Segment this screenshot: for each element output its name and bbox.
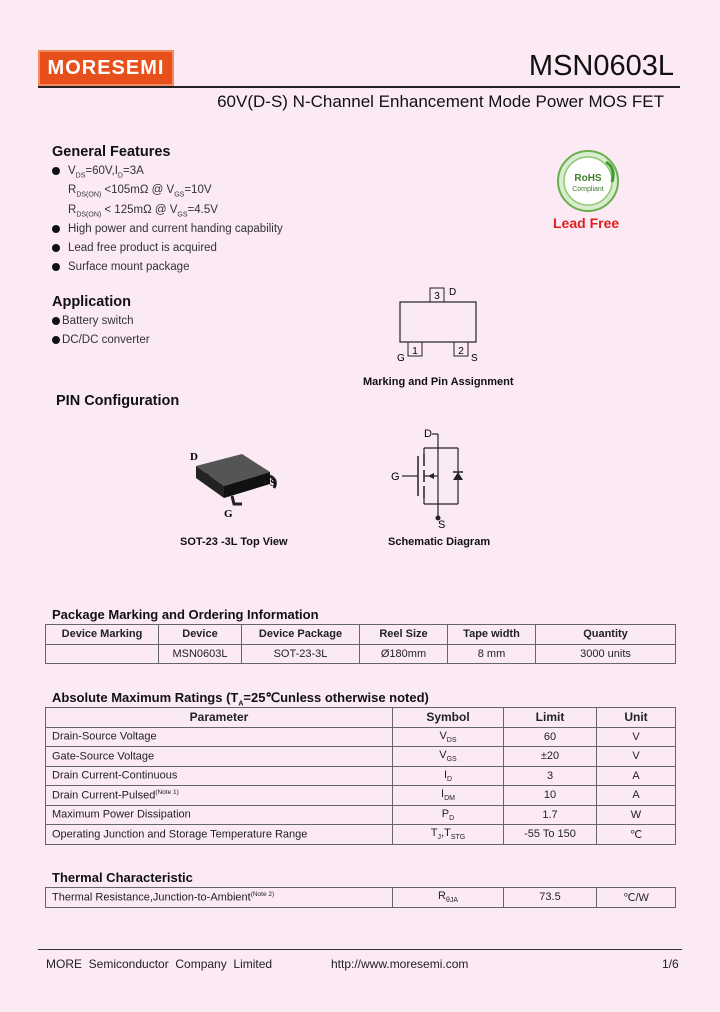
table-cell: 8 mm — [448, 644, 536, 664]
pin3-label: D — [449, 287, 457, 298]
table-cell: $V_{DS}$ — [393, 727, 504, 747]
table-cell: Ø180mm — [360, 644, 448, 664]
general-features-heading: General Features — [52, 144, 171, 160]
pin3-number: 3 — [434, 291, 440, 302]
rohs-badge-icon — [546, 148, 630, 214]
table-cell: Operating Junction and Storage Temperature Range — [46, 825, 393, 845]
table-cell: Maximum Power Dissipation — [46, 805, 393, 825]
part-number: MSN0603L — [528, 50, 674, 82]
table-cell: 73.5 — [504, 888, 597, 908]
table-header: Quantity — [536, 625, 676, 645]
pin1-number: 1 — [412, 346, 418, 357]
table-cell: $R_{\theta JA}$ — [393, 888, 504, 908]
pin2-number: 2 — [458, 346, 464, 357]
table-cell: -55 To 150 — [504, 825, 597, 845]
feature-item: Surface mount package — [52, 258, 283, 277]
bullet-icon — [52, 263, 60, 271]
sch-pin-d: D — [424, 428, 432, 440]
table-cell: Drain Current-Continuous — [46, 766, 393, 786]
rohs-text: RoHS — [574, 173, 602, 184]
ordering-heading: Package Marking and Ordering Information — [52, 607, 319, 622]
table-cell: Drain-Source Voltage — [46, 727, 393, 747]
table-cell: A — [597, 766, 676, 786]
company-logo: MORESEMI — [38, 50, 174, 86]
schematic-caption: Schematic Diagram — [388, 536, 491, 548]
ordering-table — [45, 624, 676, 664]
table-cell: SOT-23-3L — [242, 644, 360, 664]
pkg-pin-g: G — [224, 508, 233, 520]
footer-url[interactable]: http://www.moresemi.com — [331, 957, 469, 971]
pkg-pin-d: D — [190, 451, 198, 463]
table-header-row — [46, 708, 676, 728]
table-row — [46, 747, 676, 767]
pin2-label: S — [471, 353, 478, 364]
abs-max-heading: Absolute Maximum Ratings ($T_A=25℃unless$ otherwise noted) — [52, 690, 429, 708]
general-features-list — [52, 162, 283, 278]
table-cell: MSN0603L — [159, 644, 242, 664]
table-header: Device Package — [242, 625, 360, 645]
bullet-icon — [52, 317, 60, 325]
table-row — [46, 888, 676, 908]
table-cell: $V_{GS}$ — [393, 747, 504, 767]
table-header: Device — [159, 625, 242, 645]
feature-item: High power and current handing capability — [52, 220, 283, 239]
table-cell: W — [597, 805, 676, 825]
table-cell: $P_D$ — [393, 805, 504, 825]
table-row — [46, 786, 676, 806]
feature-rds-4v5: $R_{DS(ON)} < 125m\Omega$ @ $V_{GS}=4.5V$ — [68, 203, 218, 218]
pin-config-heading: PIN Configuration — [56, 393, 180, 409]
lead-free-label: Lead Free — [553, 215, 620, 231]
table-cell: A — [597, 786, 676, 806]
table-cell: ℃/W — [597, 888, 676, 908]
application-item: Battery switch — [52, 312, 150, 331]
application-heading: Application — [52, 294, 131, 310]
table-cell — [46, 644, 159, 664]
feature-rds-10v: $R_{DS(ON)} <105m\Omega$ @ $V_{GS}=10V$ — [68, 184, 212, 199]
table-header: Unit — [597, 708, 676, 728]
table-row — [46, 805, 676, 825]
sch-pin-s: S — [438, 519, 446, 530]
header-divider — [38, 86, 680, 88]
package-caption: SOT-23 -3L Top View — [180, 536, 288, 548]
bullet-icon — [52, 336, 60, 344]
mosfet-schematic-icon — [388, 424, 468, 530]
table-row — [46, 825, 676, 845]
feature-vds-id: $V_{DS}=60V,I_D=3A$ — [52, 162, 283, 181]
table-cell: 10 — [504, 786, 597, 806]
abs-max-table — [45, 707, 676, 845]
table-row — [46, 644, 676, 664]
footer-divider — [38, 949, 682, 950]
table-cell: V — [597, 727, 676, 747]
pkg-pin-s: S — [270, 477, 277, 489]
feature-item: Lead free product is acquired — [52, 239, 283, 258]
table-header: Tape width — [448, 625, 536, 645]
page-subtitle: 60V(D-S) N-Channel Enhancement Mode Power MOS FET — [217, 92, 664, 111]
application-list — [52, 312, 150, 351]
table-cell: $T_J,T_{STG}$ — [393, 825, 504, 845]
marking-caption: Marking and Pin Assignment — [363, 376, 514, 388]
table-cell: Gate-Source Voltage — [46, 747, 393, 767]
bullet-icon — [52, 167, 60, 175]
table-header-row — [46, 625, 676, 645]
table-header: Reel Size — [360, 625, 448, 645]
table-header: Symbol — [393, 708, 504, 728]
footer-page-number: 1/6 — [662, 957, 679, 971]
footer-company: MORE Semiconductor Company Limited — [46, 957, 273, 971]
table-cell: $I_D$ — [393, 766, 504, 786]
bullet-icon — [52, 244, 60, 252]
table-cell: Thermal Resistance,Junction-to-Ambient$^{(Note 2)}$ — [46, 888, 393, 908]
marking-diagram — [388, 282, 498, 370]
table-row — [46, 727, 676, 747]
table-row — [46, 766, 676, 786]
table-cell: 60 — [504, 727, 597, 747]
table-cell: 1.7 — [504, 805, 597, 825]
table-header: Device Marking — [46, 625, 159, 645]
table-cell: V — [597, 747, 676, 767]
sch-pin-g: G — [391, 471, 400, 483]
thermal-table — [45, 887, 676, 908]
table-cell: 3000 units — [536, 644, 676, 664]
thermal-heading: Thermal Characteristic — [52, 870, 193, 885]
table-cell: ±20 — [504, 747, 597, 767]
table-cell: ℃ — [597, 825, 676, 845]
table-cell: $I_{DM}$ — [393, 786, 504, 806]
application-item: DC/DC converter — [52, 331, 150, 350]
sot23-package-icon — [186, 446, 282, 520]
table-cell: 3 — [504, 766, 597, 786]
pin1-label: G — [397, 353, 405, 364]
bullet-icon — [52, 225, 60, 233]
table-cell: Drain Current-Pulsed$^{(Note 1)}$ — [46, 786, 393, 806]
table-header: Limit — [504, 708, 597, 728]
rohs-compliant-text: Compliant — [572, 186, 604, 193]
table-header: Parameter — [46, 708, 393, 728]
